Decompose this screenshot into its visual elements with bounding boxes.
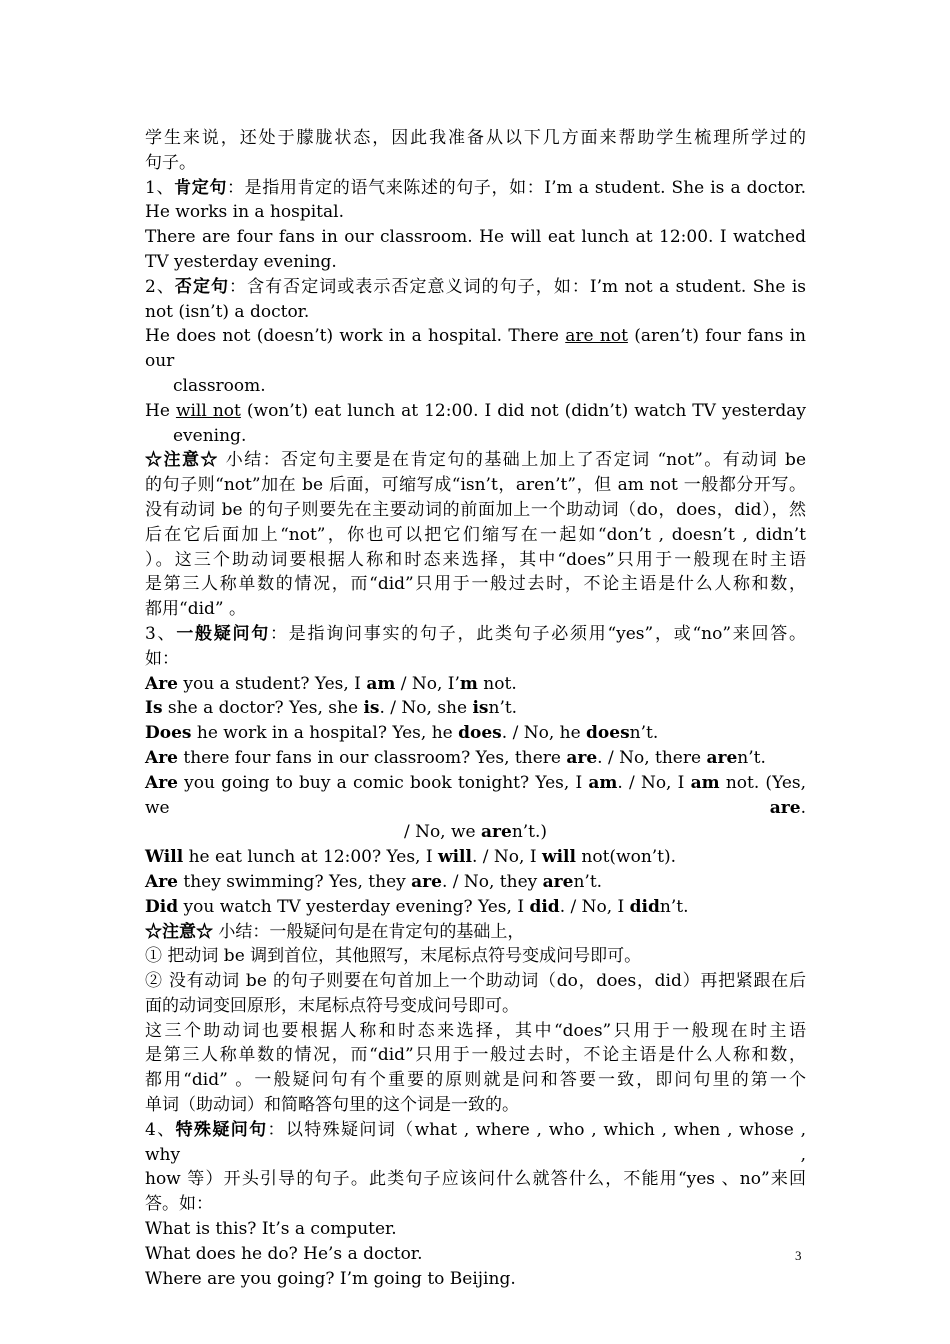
text-span: . / No, he xyxy=(501,723,587,744)
text-span: n’t. xyxy=(573,871,603,892)
text-line: 后在它后面加上“not”，你也可以把它们缩写在一起如“don’t , doesn’t , didn’t xyxy=(145,524,806,545)
example-question xyxy=(145,845,806,870)
text-line: classroom. xyxy=(173,375,266,396)
text-line: 都用“did” 。 xyxy=(145,599,246,620)
page-number: 3 xyxy=(795,1248,802,1263)
text-span: not. xyxy=(477,673,517,694)
text-line: 的句子则“not”加在 be 后面，可缩写成“isn’t，aren’t”，但 am not 一般都分开写。 xyxy=(145,475,806,496)
text-span: you a student? Yes, I xyxy=(177,673,367,694)
bold-word: Is xyxy=(145,698,163,719)
text-span: not(won’t). xyxy=(575,847,677,868)
text-span: . / No, I xyxy=(471,847,542,868)
section-title: 特殊疑问句 xyxy=(175,1119,268,1140)
text-span: n’t. xyxy=(737,747,766,768)
bold-word: Does xyxy=(145,723,192,744)
example-question xyxy=(145,721,806,746)
text-line xyxy=(145,324,806,374)
text-span: n’t. xyxy=(629,723,659,744)
text-line: ② 没有动词 be 的句子则要在句首加上一个助动词（do，does，did）再把紧跟在后 xyxy=(145,971,806,992)
text-line: 是第三人称单数的情况，而“did”只用于一般过去时，不论主语是什么人称和数， xyxy=(145,574,806,595)
text-line: He works in a hospital. xyxy=(145,202,344,223)
text-span: He does not (doesn’t) work in a hospital. There xyxy=(145,326,566,347)
section-number: 2、 xyxy=(145,276,175,297)
text-line: TV yesterday evening. xyxy=(145,251,337,272)
text-span: ：是指询问事实的句子，此类句子必须用“yes”，或“no”来回答。 xyxy=(270,623,806,644)
text-span: he eat lunch at 12:00? Yes, I xyxy=(183,847,438,868)
text-line: ）。这三个助动词要根据人称和时态来选择，其中“does”只用于一般现在时主语 xyxy=(145,549,806,570)
bold-word: Will xyxy=(145,847,184,868)
text-span: you watch TV yesterday evening? Yes, I xyxy=(178,896,530,917)
section-2-heading xyxy=(145,275,806,300)
text-span: not. (Yes, we xyxy=(145,772,807,818)
text-span: . / No, they xyxy=(441,871,543,892)
section-title: 肯定句 xyxy=(174,177,227,198)
bold-word: m xyxy=(459,673,478,694)
document-body xyxy=(145,126,806,1291)
text-span: n’t. xyxy=(488,698,518,719)
underlined-text: are not xyxy=(565,326,628,347)
bold-word: will xyxy=(437,847,472,868)
bold-word: are xyxy=(481,822,512,843)
bold-word: Are xyxy=(145,772,178,793)
text-span: (aren’t) four fans in our xyxy=(145,326,807,372)
bold-word: does xyxy=(586,723,630,744)
text-line: 学生来说，还处于朦胧状态，因此我准备从以下几方面来帮助学生梳理所学过的 xyxy=(145,128,806,148)
example-question: What is this? It’s a computer. xyxy=(145,1219,397,1240)
text-line: how 等）开头引导的句子。此类句子应该问什么就答什么，不能用“yes 、no”来回 xyxy=(145,1169,806,1190)
text-span: . / No, there xyxy=(597,747,707,768)
text-span: . / No, I xyxy=(617,772,691,793)
text-span: n’t.) xyxy=(511,822,548,843)
text-line: 都用“did” 。一般疑问句有个重要的原则就是问和答要一致，即问句里的第一个 xyxy=(145,1070,806,1091)
example-question xyxy=(145,746,806,771)
bold-word: will xyxy=(541,847,576,868)
bold-word: are xyxy=(566,747,598,768)
bold-word: are xyxy=(542,871,574,892)
example-question xyxy=(145,870,806,895)
example-question: Where are you going? I’m going to Beijing. xyxy=(145,1268,516,1289)
example-question xyxy=(145,672,806,697)
text-line: 是第三人称单数的情况，而“did”只用于一般过去时，不论主语是什么人称和数， xyxy=(145,1045,806,1066)
text-span: . / No, she xyxy=(379,698,473,719)
section-number: 1、 xyxy=(145,177,175,198)
text-line: 句子。 xyxy=(145,152,196,173)
text-span: / No, I’ xyxy=(395,673,460,694)
bold-word: Are xyxy=(145,673,178,694)
text-line: 如： xyxy=(145,648,179,669)
text-line: evening. xyxy=(173,425,247,446)
text-span: 小结：否定句主要是在肯定句的基础上加上了否定词 “not”。有动词 be xyxy=(218,450,806,471)
text-line: There are four fans in our classroom. He will eat lunch at 12:00. I watched xyxy=(145,227,806,248)
text-span: 小结：一般疑问句是在肯定句的基础上， xyxy=(213,921,525,942)
text-span: he work in a hospital? Yes, he xyxy=(191,723,459,744)
text-line: 没有动词 be 的句子则要先在主要动词的前面加上一个助动词（do，does，did），然 xyxy=(145,499,806,520)
bold-word: is xyxy=(363,698,380,719)
text-span: ：以特殊疑问词（what , where , who , which , when , whose , why , xyxy=(145,1119,807,1165)
text-span: (won’t) eat lunch at 12:00. I did not (didn’t) watch TV yesterday xyxy=(240,400,806,421)
text-line: 这三个助动词也要根据人称和时态来选择，其中“does”只用于一般现在时主语 xyxy=(145,1020,806,1041)
section-title: 否定句 xyxy=(174,276,230,297)
note-1 xyxy=(145,448,806,473)
bold-word: are xyxy=(706,747,738,768)
text-span: there four fans in our classroom? Yes, there xyxy=(177,747,567,768)
bold-word: are xyxy=(769,797,801,818)
bold-word: Did xyxy=(145,896,179,917)
bold-word: did xyxy=(629,896,660,917)
underlined-text: will not xyxy=(175,400,241,421)
note-heading: ☆注意☆ xyxy=(145,450,219,471)
section-3-heading xyxy=(145,622,806,647)
bold-word: am xyxy=(588,772,618,793)
text-line: 单词（助动词）和简略答句里的这个词是一致的。 xyxy=(145,1095,519,1116)
note-2 xyxy=(145,920,806,945)
bold-word: Are xyxy=(145,871,178,892)
text-span: / No, we xyxy=(403,822,482,843)
text-span: ：是指用肯定的语气来陈述的句子，如：I’m a student. She is a doctor. xyxy=(227,177,806,198)
text-line: not (isn’t) a doctor. xyxy=(145,301,310,322)
example-question xyxy=(145,696,806,721)
example-question xyxy=(145,895,806,920)
text-span: . / No, I xyxy=(559,896,630,917)
bold-word: did xyxy=(529,896,560,917)
text-span: n’t. xyxy=(659,896,689,917)
note-heading: ☆注意☆ xyxy=(145,921,213,942)
text-line xyxy=(145,399,806,424)
text-span: she a doctor? Yes, she xyxy=(162,698,364,719)
example-question: What does he do? He’s a doctor. xyxy=(145,1243,423,1264)
bold-word: am xyxy=(366,673,396,694)
section-1-heading xyxy=(145,176,806,201)
text-span: they swimming? Yes, they xyxy=(177,871,412,892)
text-line: 面的动词变回原形，末尾标点符号变成问号即可。 xyxy=(145,995,519,1016)
example-answer-continued xyxy=(145,820,806,845)
text-span: He xyxy=(145,400,176,421)
bold-word: am xyxy=(690,772,720,793)
text-span: ：含有否定词或表示否定意义词的句子，如：I’m not a student. She is xyxy=(229,276,806,297)
text-line: ① 把动词 be 调到首位，其他照写，末尾标点符号变成问号即可。 xyxy=(145,946,642,967)
section-number: 4、 xyxy=(145,1119,176,1140)
text-span: you going to buy a comic book tonight? Yes, I xyxy=(177,772,589,793)
section-4-heading xyxy=(145,1118,806,1168)
bold-word: Are xyxy=(145,747,178,768)
section-number: 3、 xyxy=(145,623,177,644)
text-span: . xyxy=(800,797,806,818)
bold-word: are xyxy=(411,871,442,892)
text-line: 答。如： xyxy=(145,1194,213,1215)
section-title: 一般疑问句 xyxy=(176,623,271,644)
bold-word: does xyxy=(458,723,502,744)
example-question xyxy=(145,771,806,821)
bold-word: is xyxy=(472,698,489,719)
